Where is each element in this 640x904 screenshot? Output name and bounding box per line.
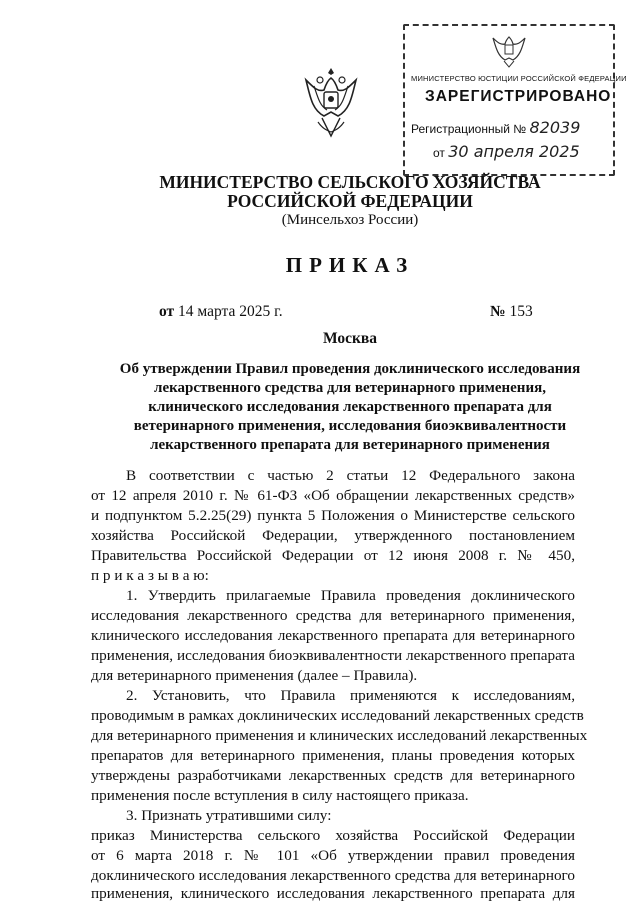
ministry-short-name: (Минсельхоз России) [281, 212, 419, 228]
order-date [159, 303, 283, 321]
order-date-prefix: от [159, 303, 175, 320]
stamp-date-value: 30 апреля 2025 [448, 142, 580, 161]
body-line: Правительства Российской Федерации от 12 июня 2008 г. № 450, [91, 547, 575, 564]
body-line: и подпунктом 5.2.25(29) пункта 5 Положения о Министерстве сельского [91, 507, 575, 524]
body-line: для ветеринарного применения (далее – Правила). [91, 667, 418, 684]
ministry-name-line-2: РОССИЙСКОЙ ФЕДЕРАЦИИ [227, 191, 473, 211]
body-line: для ветеринарного применения и клинических исследований лекарственных [91, 727, 588, 744]
body-line: 1. Утвердить прилагаемые Правила проведения доклинического [126, 587, 575, 604]
body-line: проводимым в рамках доклинических исследований лекарственных средств [91, 707, 584, 724]
body-line: от 12 апреля 2010 г. № 61-ФЗ «Об обращении лекарственных средств» [91, 487, 575, 504]
body-line: 2. Установить, что Правила применяются к исследованиям, [126, 687, 575, 704]
body-line: утверждены разработчиками лекарственных средств для ветеринарного [91, 767, 575, 784]
document-type: ПРИКАЗ [285, 253, 415, 277]
stamp-emblem-icon [489, 30, 529, 68]
body-line: п р и к а з ы в а ю: [91, 567, 209, 584]
body-line: клинического исследования лекарственного препарата для ветеринарного [91, 627, 575, 644]
body-line: В соответствии с частью 2 статьи 12 Федерального закона [126, 467, 575, 484]
title-line: Об утверждении Правил проведения доклинического исследования [119, 361, 581, 377]
body-line: применения, исследования биоэквивалентности лекарственного препарата [91, 647, 575, 664]
ministry-name-line-1: МИНИСТЕРСТВО СЕЛЬСКОГО ХОЗЯЙСТВА [159, 172, 541, 192]
order-number-label: № [490, 303, 506, 320]
body-line: исследования лекарственного средства для ветеринарного применения, [91, 607, 575, 624]
stamp-registration-date [433, 142, 580, 161]
coat-of-arms-icon [300, 66, 362, 142]
body-line: препаратов для ветеринарного применения, планы проведения которых [91, 747, 575, 764]
body-line: применения после вступления в силу настоящего приказа. [91, 787, 469, 804]
stamp-ministry-name: МИНИСТЕРСТВО ЮСТИЦИИ РОССИЙСКОЙ ФЕДЕРАЦИИ [411, 74, 627, 83]
order-number [490, 303, 533, 321]
body-line: 3. Признать утратившими силу: [126, 807, 332, 824]
body-line: применения, клинического исследования лекарственного препарата для [91, 885, 575, 902]
stamp-title: ЗАРЕГИСТРИРОВАНО [425, 88, 612, 105]
stamp-reg-label: Регистрационный № [411, 122, 527, 136]
title-line: ветеринарного применения, исследования биоэквивалентности [133, 418, 567, 434]
city: Москва [322, 330, 378, 347]
title-line: лекарственного средства для ветеринарного применения, [154, 380, 546, 396]
order-date-value: 14 марта 2025 г. [178, 303, 283, 320]
body-line: хозяйства Российской Федерации, утвержденного постановлением [91, 527, 575, 544]
body-line: приказ Министерства сельского хозяйства Российской Федерации [91, 827, 575, 844]
order-number-value: 153 [509, 303, 533, 320]
title-line: клинического исследования лекарственного препарата для [148, 399, 552, 415]
stamp-date-label: от [433, 146, 445, 160]
body-line: от 6 марта 2018 г. № 101 «Об утверждении правил проведения [91, 847, 575, 864]
stamp-registration-number [411, 118, 580, 137]
registration-stamp [403, 24, 627, 176]
title-line: лекарственного препарата для ветеринарного применения [150, 437, 550, 453]
body-line: доклинического исследования лекарственного средства для ветеринарного [91, 867, 575, 884]
stamp-reg-number: 82039 [529, 118, 581, 137]
